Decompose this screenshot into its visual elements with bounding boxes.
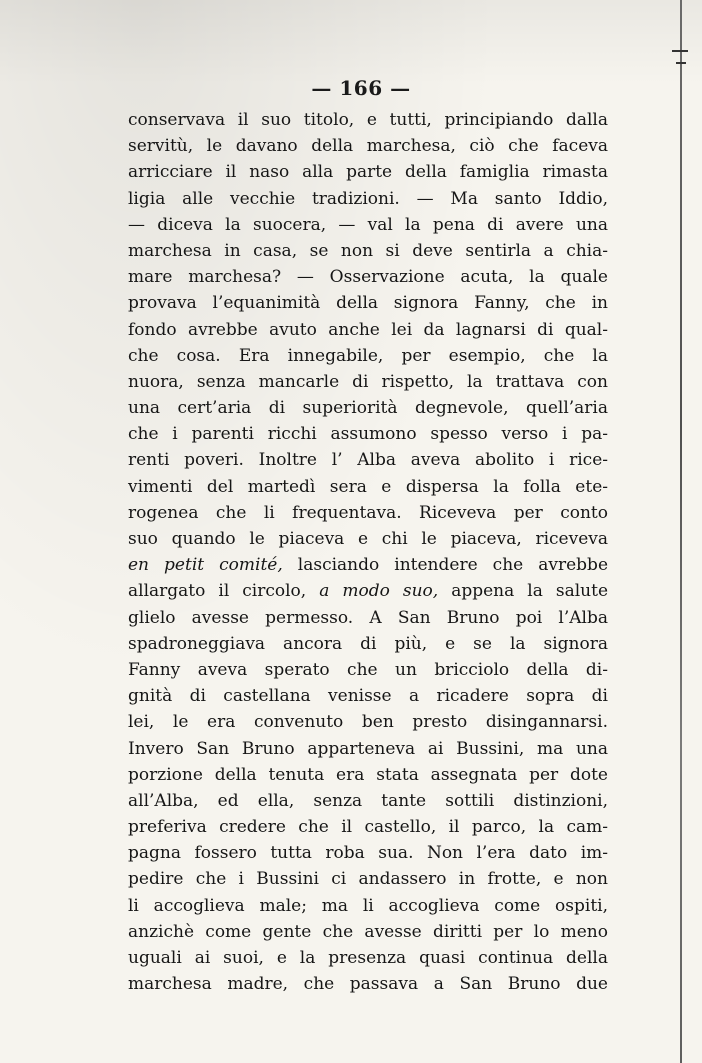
text-segment: appena la salute — [438, 581, 609, 602]
body-text — [128, 107, 608, 997]
text-line: uguali ai suoi, e la presenza quasi continua della — [128, 948, 608, 968]
text-line: marchesa in casa, se non si deve sentirla a chia- — [128, 240, 608, 261]
text-line: ligia alle vecchie tradizioni. — Ma santo Iddio, — [128, 188, 608, 209]
text-line: spadroneggiava ancora di più, e se la signora — [128, 633, 608, 654]
text-line: gnità di castellana venisse a ricadere sopra di — [128, 686, 608, 707]
text-line: che cosa. Era innegabile, per esempio, che la — [128, 345, 608, 366]
page-edge-shadow — [680, 0, 682, 1063]
text-line: conservava il suo titolo, e tutti, principiando dalla — [128, 110, 608, 130]
text-line: li accoglieva male; ma li accoglieva come ospiti, — [128, 895, 608, 916]
text-line: anzichè come gente che avesse diritti per lo meno — [128, 921, 608, 942]
text-line — [128, 552, 608, 578]
text-line: — diceva la suocera, — val la pena di avere una — [128, 214, 608, 235]
text-line: pagna fossero tutta roba sua. Non l’era dato im- — [128, 843, 608, 864]
text-line: all’Alba, ed ella, senza tante sottili distinzioni, — [128, 790, 608, 811]
text-line: pedire che i Bussini ci andassero in frotte, e non — [128, 869, 608, 890]
text-line: che i parenti ricchi assumono spesso verso i pa- — [128, 424, 608, 445]
text-line — [128, 578, 608, 604]
text-segment: lasciando intendere che avrebbe — [282, 555, 609, 576]
edge-mark — [676, 62, 686, 64]
text-line: fondo avrebbe avuto anche lei da lagnarsi di qual- — [128, 319, 608, 340]
italic-phrase: en petit comité, — [128, 555, 283, 576]
text-line: Invero San Bruno apparteneva ai Bussini, ma una — [128, 738, 608, 759]
text-line: lei, le era convenuto ben presto disingannarsi. — [128, 712, 608, 733]
text-line: mare marchesa? — Osservazione acuta, la quale — [128, 267, 608, 288]
text-line: renti poveri. Inoltre l’ Alba aveva abolito i rice- — [128, 450, 608, 471]
text-line: preferiva credere che il castello, il parco, la cam- — [128, 817, 608, 838]
text-line: vimenti del martedì sera e dispersa la folla ete- — [128, 476, 608, 497]
text-line: marchesa madre, che passava a San Bruno due — [128, 974, 608, 995]
text-line: rogenea che li frequentava. Riceveva per conto — [128, 502, 608, 523]
text-line: provava l’equanimità della signora Fanny, che in — [128, 293, 608, 314]
text-segment: allargato il circolo, — [128, 581, 320, 602]
text-line: arricciare il naso alla parte della famiglia rimasta — [128, 162, 608, 183]
text-line: servitù, le davano della marchesa, ciò che faceva — [128, 136, 608, 157]
text-line: Fanny aveva sperato che un bricciolo della di- — [128, 659, 608, 680]
text-line: nuora, senza mancarle di rispetto, la trattava con — [128, 371, 608, 392]
text-line: una cert’aria di superiorità degnevole, quell’aria — [128, 398, 608, 419]
text-line: glielo avesse permesso. A San Bruno poi l’Alba — [128, 607, 608, 628]
text-line: porzione della tenuta era stata assegnata per dote — [128, 764, 608, 785]
edge-mark — [672, 50, 688, 52]
text-line: suo quando le piaceva e chi le piaceva, riceveva — [128, 529, 608, 549]
italic-phrase: a modo suo, — [319, 581, 439, 602]
page-number: — 166 — — [311, 76, 411, 100]
